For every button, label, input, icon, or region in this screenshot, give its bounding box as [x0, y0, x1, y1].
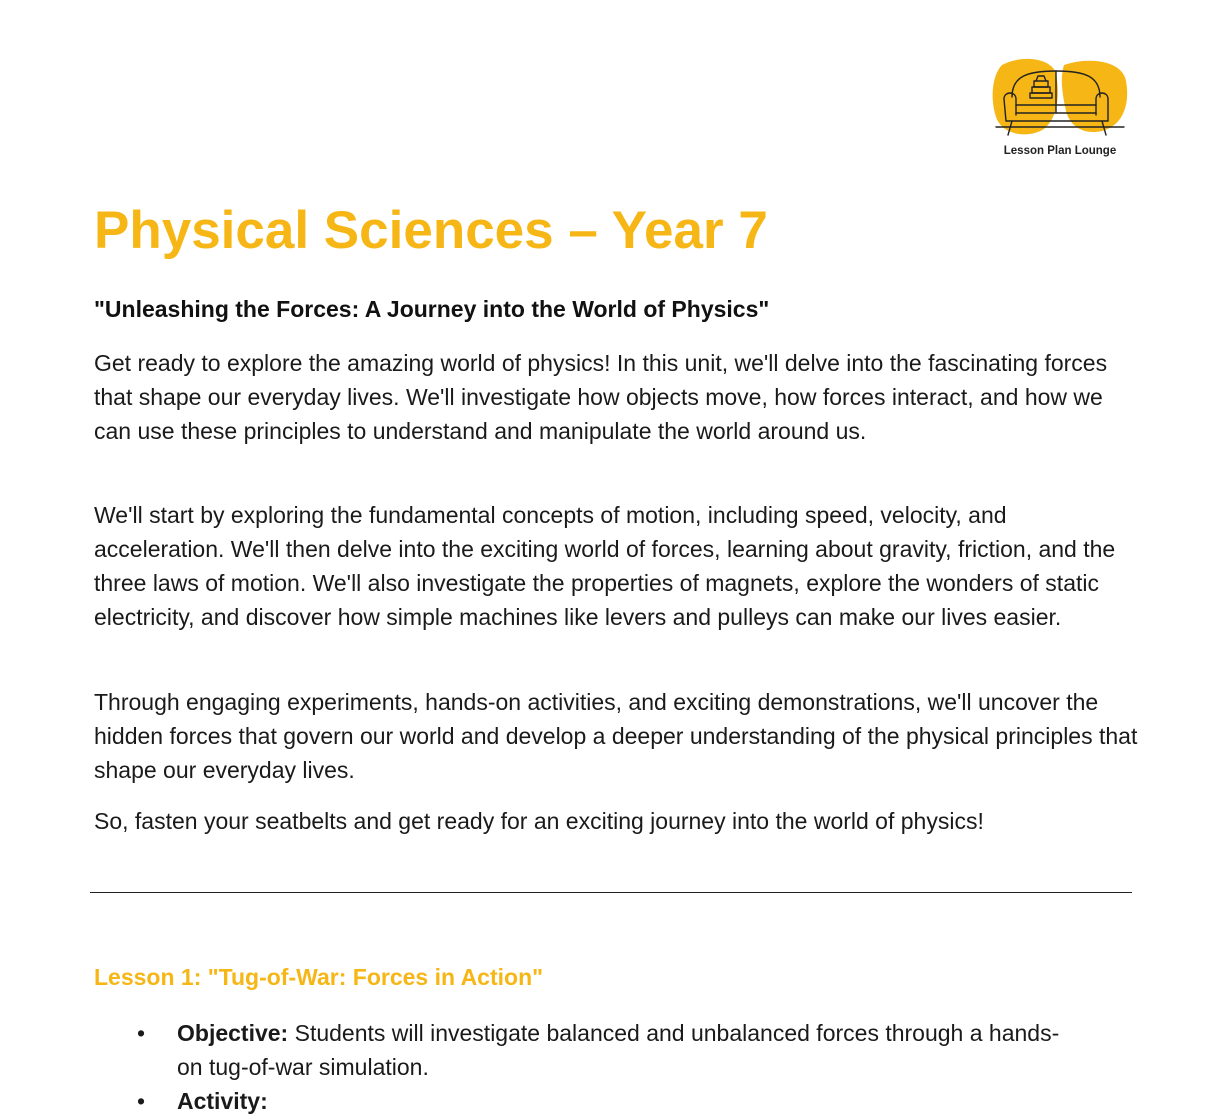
objective-text: Students will investigate balanced and unbalanced forces through a hands-on tug-of-war simulation.	[177, 1020, 1060, 1080]
bullet-icon: •	[137, 1020, 146, 1046]
lesson-1-heading: Lesson 1: "Tug-of-War: Forces in Action"	[94, 964, 544, 990]
intro-paragraph-4: So, fasten your seatbelts and get ready for an exciting journey into the world of physics!	[94, 808, 984, 834]
armchair-with-books-icon	[990, 55, 1130, 145]
intro-paragraph-1: Get ready to explore the amazing world of physics! In this unit, we'll delve into the fascinating forces that shape our everyday lives. We'll investigate how objects move, how forces interact, and how we can use these principles to understand and manipulate the world around us.	[94, 350, 1108, 444]
lesson-1-list	[0, 1016, 1077, 1118]
list-item	[0, 1016, 1077, 1084]
intro-paragraph-2: We'll start by exploring the fundamental concepts of motion, including speed, velocity, and acceleration. We'll then delve into the exciting world of forces, learning about gravity, friction, and the three laws of motion. We'll also investigate the properties of magnets, explore the wonders of static electricity, and discover how simple machines like levers and pulleys can make our lives easier.	[94, 502, 1116, 630]
logo	[990, 55, 1130, 165]
activity-label: Activity:	[177, 1088, 268, 1114]
logo-caption: Lesson Plan Lounge	[1003, 145, 1117, 157]
intro-paragraph-3: Through engaging experiments, hands-on activities, and exciting demonstrations, we'll uncover the hidden forces that govern our world and develop a deeper understanding of the physical principles that shape our everyday lives.	[94, 689, 1138, 783]
list-item	[0, 1084, 1077, 1118]
unit-subtitle: "Unleashing the Forces: A Journey into the World of Physics"	[94, 296, 770, 322]
page-title: Physical Sciences – Year 7	[94, 201, 768, 260]
objective-label: Objective:	[177, 1020, 289, 1046]
bullet-icon: •	[137, 1088, 146, 1114]
section-divider	[90, 892, 1132, 893]
